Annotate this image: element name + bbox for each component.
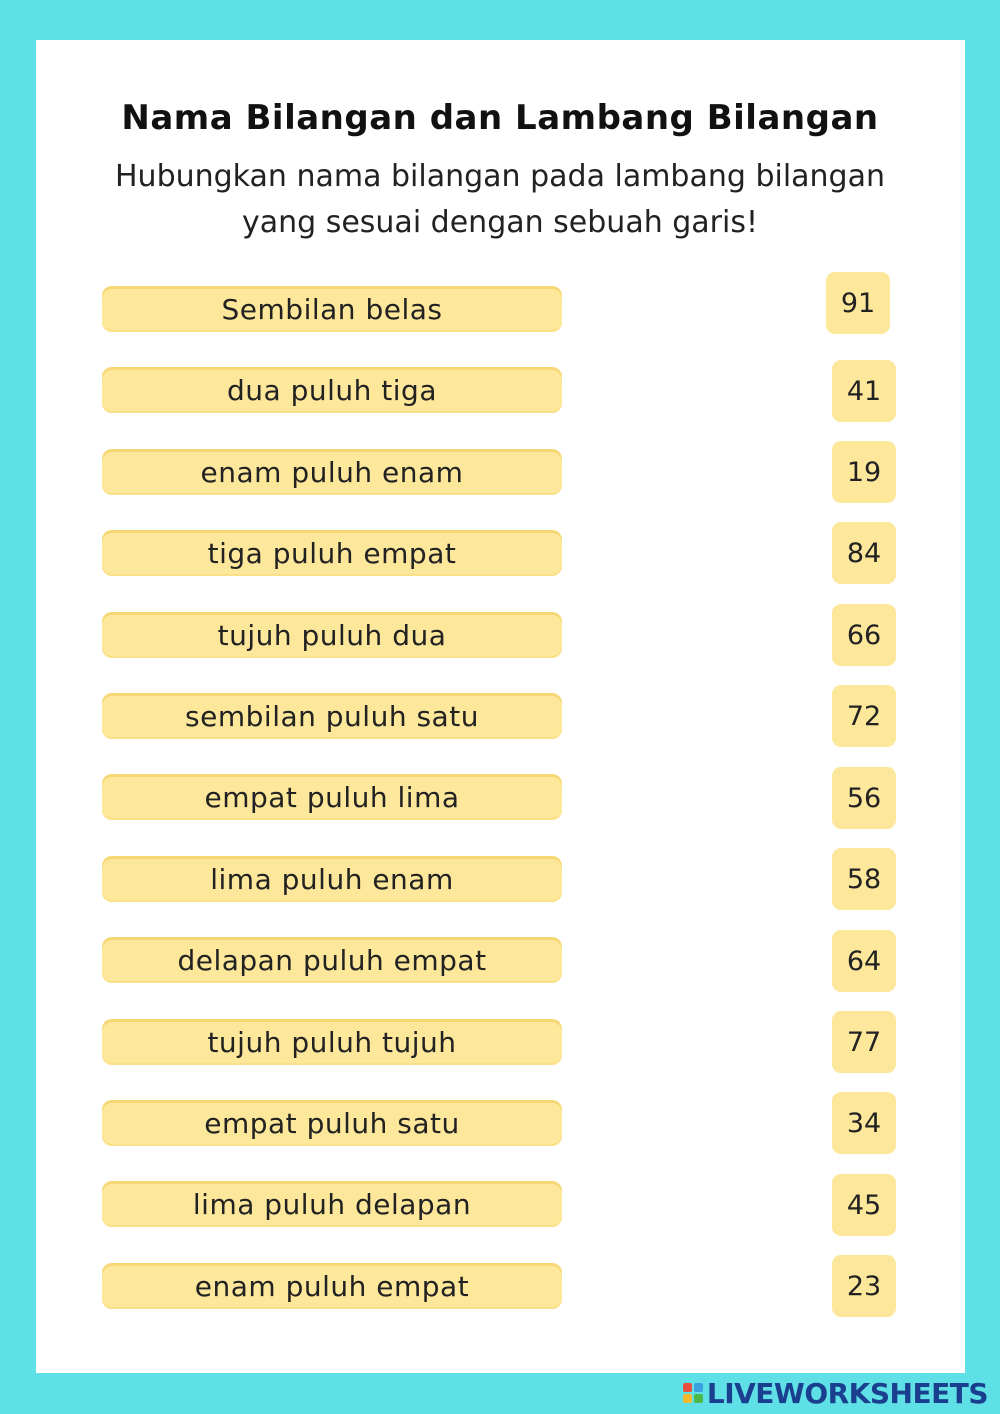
word-card[interactable]: Sembilan belas: [102, 286, 562, 332]
word-card[interactable]: dua puluh tiga: [102, 367, 562, 413]
word-card[interactable]: enam puluh enam: [102, 449, 562, 495]
number-card[interactable]: 41: [832, 360, 896, 422]
liveworksheets-mark-icon: [683, 1383, 703, 1403]
word-card[interactable]: empat puluh satu: [102, 1100, 562, 1146]
instructions: [0, 154, 1000, 246]
word-card[interactable]: tujuh puluh tujuh: [102, 1019, 562, 1065]
liveworksheets-logo: [683, 1376, 988, 1410]
word-card[interactable]: tiga puluh empat: [102, 530, 562, 576]
number-card[interactable]: 23: [832, 1255, 896, 1317]
number-card[interactable]: 45: [832, 1174, 896, 1236]
number-card[interactable]: 77: [832, 1011, 896, 1073]
page-title: Nama Bilangan dan Lambang Bilangan: [121, 98, 879, 138]
number-card[interactable]: 58: [832, 848, 896, 910]
brand-text: LIVEWORKSHEETS: [706, 1376, 988, 1410]
number-card[interactable]: 72: [832, 685, 896, 747]
instruction-line-2: yang sesuai dengan sebuah garis!: [241, 205, 759, 240]
instruction-line-1: Hubungkan nama bilangan pada lambang bilangan: [115, 159, 885, 194]
word-card[interactable]: enam puluh empat: [102, 1263, 562, 1309]
word-card[interactable]: lima puluh delapan: [102, 1181, 562, 1227]
word-card[interactable]: empat puluh lima: [102, 774, 562, 820]
number-card[interactable]: 19: [832, 441, 896, 503]
word-card[interactable]: sembilan puluh satu: [102, 693, 562, 739]
word-card[interactable]: lima puluh enam: [102, 856, 562, 902]
word-card[interactable]: tujuh puluh dua: [102, 612, 562, 658]
number-card[interactable]: 34: [832, 1092, 896, 1154]
number-card[interactable]: 84: [832, 522, 896, 584]
number-card[interactable]: 91: [826, 272, 890, 334]
number-card[interactable]: 66: [832, 604, 896, 666]
number-card[interactable]: 64: [832, 930, 896, 992]
number-card[interactable]: 56: [832, 767, 896, 829]
word-card[interactable]: delapan puluh empat: [102, 937, 562, 983]
